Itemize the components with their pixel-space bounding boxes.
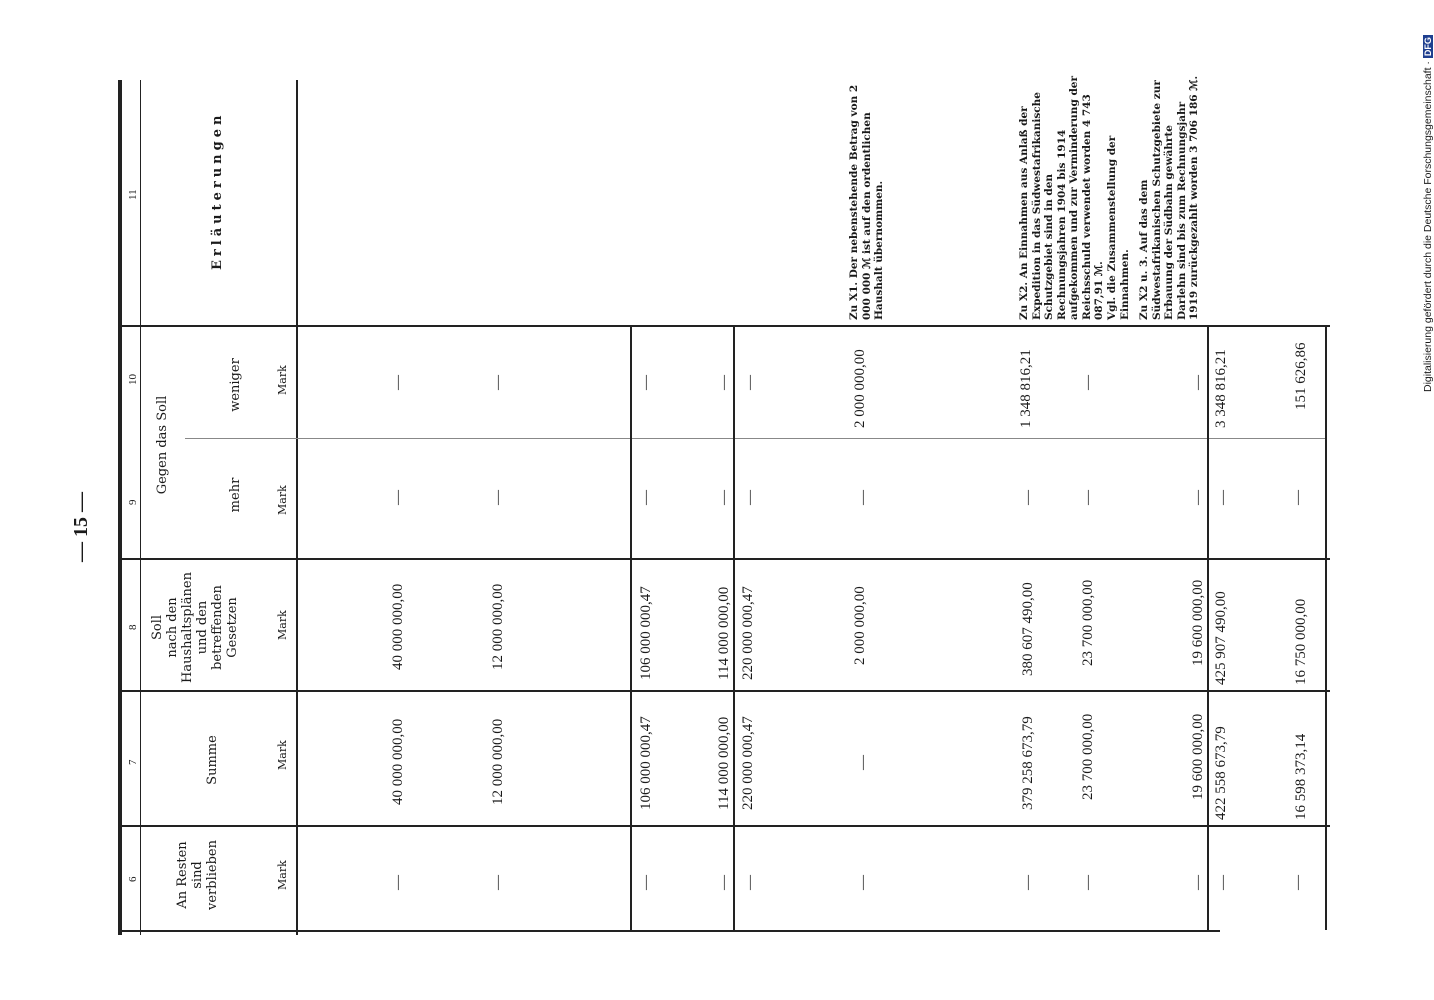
row10-col8: 425 907 490,00: [1213, 591, 1229, 685]
row2-col10: —: [490, 375, 506, 390]
row8-col9: —: [1080, 490, 1096, 505]
row9-col8: 19 600 000,00: [1190, 579, 1206, 666]
table-top-rule: [118, 80, 122, 935]
row8-col7: 23 700 000,00: [1080, 713, 1096, 800]
row4-col6: —: [716, 875, 732, 890]
row4-col8: 114 000 000,00: [716, 586, 732, 680]
digitization-credit: [1422, 35, 1434, 392]
note-x2-3: Zu X2 u. 3. Auf das dem Südwestafrikanischen Schutzgebiete zur Erbauung der Südbahn gewährte Darlehn sind bis zum Rechnungsjahr 1919 zurückgezahlt worden 3 706 186 ℳ.: [1138, 75, 1200, 320]
row2-col8: 12 000 000,00: [490, 583, 506, 670]
row10-col9: —: [1215, 490, 1231, 505]
col-sep-7-6: [120, 825, 1330, 827]
col-sep-8-7: [120, 690, 1330, 692]
unit-col-7: Mark: [276, 740, 289, 770]
row10-col7: 422 558 673,79: [1213, 726, 1229, 820]
colno-rule: [140, 80, 141, 935]
row6-col8: 2 000 000,00: [852, 586, 868, 665]
col-no-10: 10: [127, 374, 139, 385]
row9-col6: —: [1190, 875, 1206, 890]
col-no-7: 7: [127, 759, 139, 765]
row6-col10: 2 000 000,00: [852, 349, 868, 428]
note-vgl: Vgl. die Zusammenstellung der Einnahmen.: [1106, 135, 1131, 320]
row11-col8: 16 750 000,00: [1293, 598, 1309, 685]
row3-col10: —: [638, 375, 654, 390]
table-bottom-rule: [1325, 325, 1327, 930]
row6-col6: —: [855, 875, 871, 890]
col-no-9: 9: [127, 499, 139, 505]
row2-col9: —: [490, 490, 506, 505]
row11-col9: —: [1290, 490, 1306, 505]
row7-col6: —: [1020, 875, 1036, 890]
row5-col10: —: [742, 375, 758, 390]
header-col-10: weniger: [228, 358, 243, 412]
unit-col-8: Mark: [276, 610, 289, 640]
row-sep-3: [1207, 325, 1209, 930]
row3-col7: 106 000 000,47: [638, 716, 654, 810]
dfg-logo: DFG: [1423, 37, 1433, 57]
row3-col8: 106 000 000,47: [638, 586, 654, 680]
unit-col-9: Mark: [276, 485, 289, 515]
col-no-11: 11: [127, 189, 139, 200]
page-number: — 15 —: [70, 492, 92, 562]
col-no-8: 8: [127, 624, 139, 630]
header-col-7: Summe: [205, 735, 220, 785]
row1-col8: 40 000 000,00: [390, 583, 406, 670]
table-left-edge: [120, 930, 1220, 932]
row8-col10: —: [1080, 375, 1096, 390]
row1-col7: 40 000 000,00: [390, 718, 406, 805]
row10-col10: 3 348 816,21: [1213, 349, 1229, 428]
row2-col6: —: [490, 875, 506, 890]
row3-col6: —: [638, 875, 654, 890]
row-sep-2: [733, 325, 735, 930]
credit-text: Digitalisierung gefördert durch die Deutsche Forschungsgemeinschaft ·: [1422, 61, 1434, 392]
row3-col9: —: [638, 490, 654, 505]
row7-col9: —: [1020, 490, 1036, 505]
row1-col10: —: [390, 375, 406, 390]
row4-col9: —: [716, 490, 732, 505]
col-sep-11-10: [120, 325, 1330, 327]
row9-col9: —: [1190, 490, 1206, 505]
row5-col8: 220 000 000,47: [740, 586, 756, 680]
header-bottom-rule: [296, 80, 298, 935]
row4-col10: —: [716, 375, 732, 390]
row1-col9: —: [390, 490, 406, 505]
row6-col9: —: [855, 490, 871, 505]
row11-col7: 16 598 373,14: [1293, 733, 1309, 820]
row10-col6: —: [1215, 875, 1231, 890]
col-no-6: 6: [127, 876, 139, 882]
col-sep-10-9: [185, 438, 1325, 439]
row7-col8: 380 607 490,00: [1020, 582, 1036, 676]
header-col-11: Erläuterungen: [210, 111, 225, 270]
group-header-gegen-soll: Gegen das Soll: [155, 395, 170, 495]
note-x1: Zu X1. Der nebenstehende Betrag von 2 000 000 ℳ ist auf den ordentlichen Haushalt übernommen.: [848, 84, 885, 320]
row2-col7: 12 000 000,00: [490, 718, 506, 805]
unit-col-6: Mark: [276, 860, 289, 890]
header-col-8: Soll nach den Haushaltsplänen und den betreffenden Gesetzen: [150, 572, 240, 683]
row9-col7: 19 600 000,00: [1190, 713, 1206, 800]
row5-col7: 220 000 000,47: [740, 716, 756, 810]
row8-col6: —: [1080, 875, 1096, 890]
row7-col10: 1 348 816,21: [1018, 349, 1034, 428]
row6-col7: —: [855, 755, 871, 770]
row5-col9: —: [742, 490, 758, 505]
row7-col7: 379 258 673,79: [1020, 716, 1036, 810]
unit-col-10: Mark: [276, 365, 289, 395]
row8-col8: 23 700 000,00: [1080, 579, 1096, 666]
header-col-9: mehr: [228, 477, 243, 513]
header-col-6: An Resten sind verblieben: [175, 840, 220, 910]
note-x2: Zu X2. An Einnahmen aus Anlaß der Expedition in das Südwestafrikanische Schutzgebiet sind in den Rechnungsjahren 1904 bis 1914 aufgekommen und zur Verminderung der Reichsschuld verwendet worden 4 743 087,91 ℳ.: [1018, 76, 1105, 320]
row11-col6: —: [1290, 875, 1306, 890]
row1-col6: —: [390, 875, 406, 890]
row9-col10: —: [1190, 375, 1206, 390]
row4-col7: 114 000 000,00: [716, 716, 732, 810]
row5-col6: —: [742, 875, 758, 890]
col-sep-9-8: [120, 558, 1330, 560]
row11-col10: 151 626,86: [1293, 342, 1309, 410]
row-sep-1: [630, 325, 632, 930]
